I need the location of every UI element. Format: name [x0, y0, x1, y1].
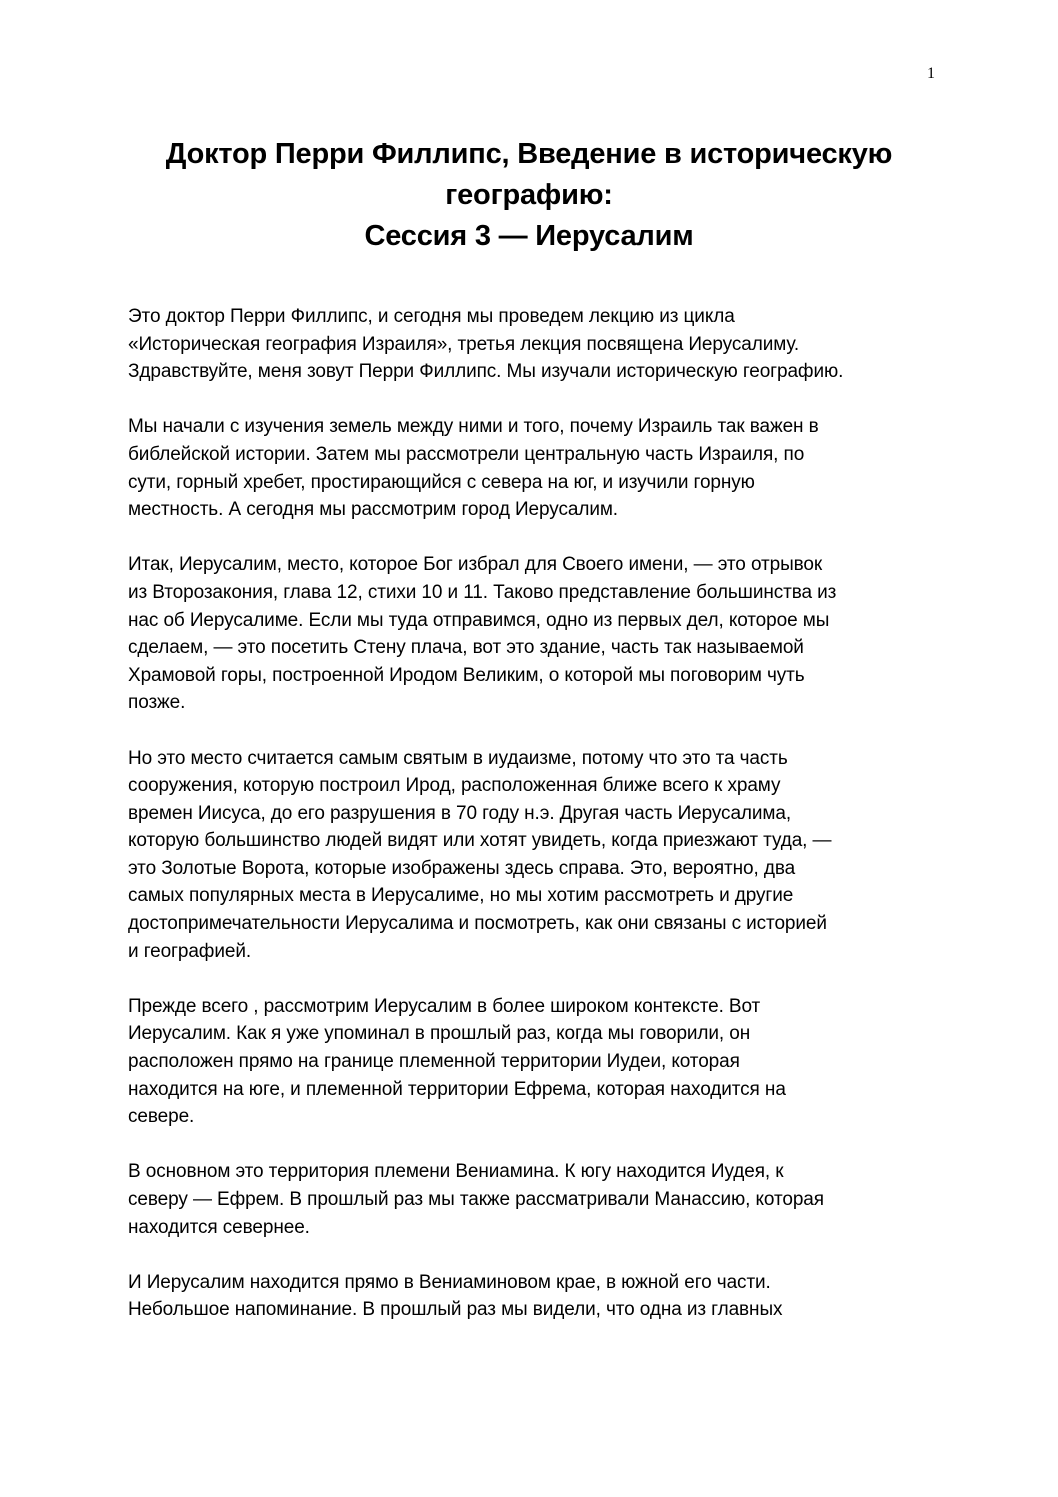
text-line: «Историческая география Израиля», третья лекция посвящена Иерусалиму.	[128, 333, 800, 355]
text-line: В основном это территория племени Вениамина. К югу находится Иудея, к	[128, 1161, 784, 1183]
page-number: 1	[927, 65, 935, 82]
text-line: местность. А сегодня мы рассмотрим город Иерусалим.	[128, 499, 618, 521]
text-line: Прежде всего , рассмотрим Иерусалим в более широком контексте. Вот	[128, 995, 761, 1017]
text-line: из Второзакония, глава 12, стихи 10 и 11. Таково представление большинства из	[128, 581, 837, 603]
text-line: северу — Ефрем. В прошлый раз мы также рассматривали Манассию, которая	[128, 1189, 824, 1210]
text-line: сделаем, — это посетить Стену плача, вот это здание, часть так называемой	[128, 637, 804, 659]
paragraph	[128, 303, 948, 386]
text-line: нас об Иерусалиме. Если мы туда отправимся, одно из первых дел, которое мы	[128, 609, 830, 631]
text-line: это Золотые Ворота, которые изображены здесь справа. Это, вероятно, два	[128, 857, 796, 879]
text-line: находится севернее.	[128, 1216, 310, 1238]
text-line: Небольшое напоминание. В прошлый раз мы видели, что одна из главных	[128, 1299, 783, 1321]
text-line: находится на юге, и племенной территории Ефрема, которая находится на	[128, 1078, 786, 1100]
paragraph	[128, 413, 948, 523]
text-line: расположен прямо на границе племенной территории Иудеи, которая	[128, 1051, 740, 1073]
text-line: библейской истории. Затем мы рассмотрели центральную часть Израиля, по	[128, 443, 805, 465]
paragraph	[128, 551, 948, 717]
document-title	[100, 134, 958, 257]
document-body	[128, 303, 948, 1352]
paragraph	[128, 1269, 948, 1324]
title-line: Доктор Перри Филлипс, Введение в историческую	[165, 138, 893, 170]
text-line: которую большинство людей видят или хотят увидеть, когда приезжают туда, —	[128, 830, 832, 852]
text-line: Мы начали с изучения земель между ними и того, почему Израиль так важен в	[128, 416, 819, 438]
paragraph	[128, 993, 948, 1131]
paragraph	[128, 1158, 948, 1241]
text-line: сооружения, которую построил Ирод, расположенная ближе всего к храму	[128, 775, 781, 797]
text-line: Итак, Иерусалим, место, которое Бог избрал для Своего имени, — это отрывок	[128, 554, 823, 576]
text-line: и географией.	[128, 940, 252, 962]
text-line: севере.	[128, 1106, 195, 1128]
text-line: И Иерусалим находится прямо в Вениаминовом крае, в южной его части.	[128, 1271, 771, 1293]
text-line: времен Иисуса, до его разрушения в 70 году н.э. Другая часть Иерусалима,	[128, 802, 792, 824]
text-line: сути, горный хребет, простирающийся с севера на юг, и изучили горную	[128, 471, 755, 493]
text-line: Здравствуйте, меня зовут Перри Филлипс. Мы изучали историческую географию.	[128, 361, 844, 383]
text-line: Храмовой горы, построенной Иродом Великим, о которой мы поговорим чуть	[128, 664, 805, 686]
text-line: позже.	[128, 692, 186, 714]
text-line: самых популярных места в Иерусалиме, но мы хотим рассмотреть и другие	[128, 885, 794, 907]
title-line: Сессия 3 — Иерусалим	[364, 220, 694, 252]
text-line: Но это место считается самым святым в иудаизме, потому что это та часть	[128, 747, 788, 769]
text-line: Это доктор Перри Филлипс, и сегодня мы проведем лекцию из цикла	[128, 306, 735, 327]
text-line: достопримечательности Иерусалима и посмотреть, как они связаны с историей	[128, 913, 827, 935]
paragraph	[128, 745, 948, 966]
title-line: географию:	[445, 179, 613, 211]
text-line: Иерусалим. Как я уже упоминал в прошлый раз, когда мы говорили, он	[128, 1023, 751, 1045]
